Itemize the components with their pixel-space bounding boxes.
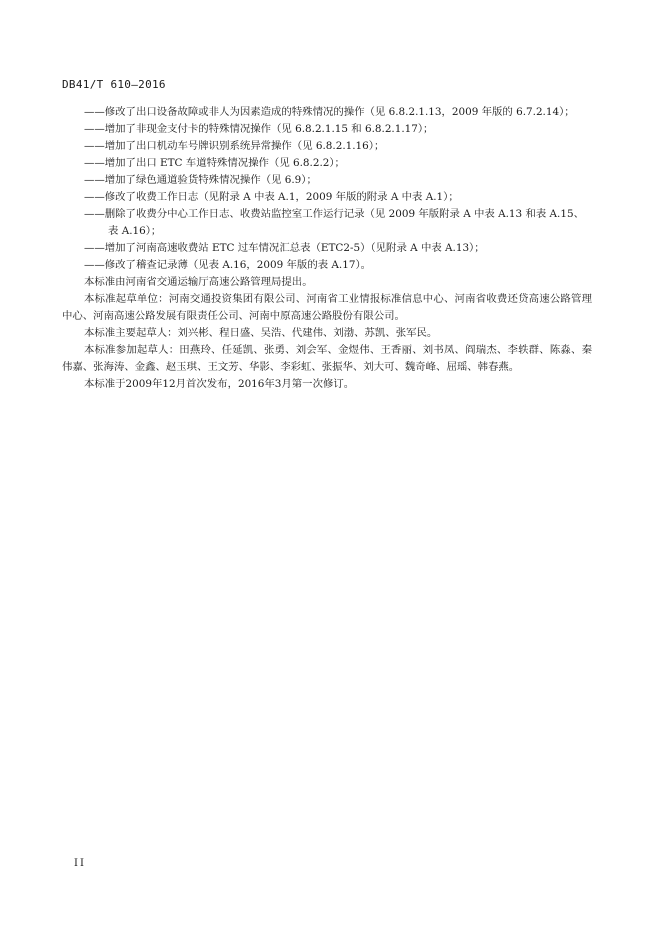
publication-history-paragraph: 本标准于2009年12月首次发布，2016年3月第一次修订。 [84, 378, 355, 390]
standard-code-header: DB41/T 610—2016 [62, 78, 166, 91]
change-item: ——修改了出口设备故障或非人为因素造成的特殊情况的操作（见 6.8.2.1.13，2009 年版的 6.7.2.14）； [84, 106, 575, 118]
change-item: ——修改了稽查记录薄（见表 A.16，2009 年版的表 A.17）。 [84, 259, 372, 271]
foreword-body [62, 104, 592, 393]
participating-drafters-paragraph: 本标准参加起草人：田燕玲、任延凯、张勇、刘会军、金煜伟、王香丽、刘书凤、阎瑞杰、李轶群、陈淼、秦伟嘉、张海涛、金鑫、赵玉琪、王文芳、华影、李彩虹、张振华、刘大可、魏奇峰、屈瑶、韩春燕。 [62, 344, 592, 373]
page-number: II [74, 858, 86, 869]
change-item: ——增加了绿色通道验货特殊情况操作（见 6.9）； [84, 174, 317, 186]
change-item: ——删除了收费分中心工作日志、收费站监控室工作运行记录（见 2009 年版附录 A 中表 A.13 和表 A.15、表 A.16）； [84, 208, 584, 237]
change-item: ——增加了出口机动车号牌识别系统异常操作（见 6.8.2.1.16）； [84, 140, 385, 152]
change-item: ——增加了河南高速收费站 ETC 过车情况汇总表（ETC2-5）（见附录 A 中表 A.13）； [84, 242, 485, 254]
main-drafters-paragraph: 本标准主要起草人：刘兴彬、程日盛、吴浩、代建伟、刘渤、苏凯、张军民。 [84, 327, 438, 339]
drafting-units-paragraph: 本标准起草单位：河南交通投资集团有限公司、河南省工业情报标准信息中心、河南省收费还贷高速公路管理中心、河南高速公路发展有限责任公司、河南中原高速公路股份有限公司。 [62, 293, 592, 322]
change-item: ——修改了收费工作日志（见附录 A 中表 A.1，2009 年版的附录 A 中表 A.1）； [84, 191, 459, 203]
change-item: ——增加了出口 ETC 车道特殊情况操作（见 6.8.2.2）； [84, 157, 345, 169]
proposer-paragraph: 本标准由河南省交通运输厅高速公路管理局提出。 [84, 276, 313, 288]
change-item: ——增加了非现金支付卡的特殊情况操作（见 6.8.2.1.15 和 6.8.2.1.17）； [84, 123, 434, 135]
